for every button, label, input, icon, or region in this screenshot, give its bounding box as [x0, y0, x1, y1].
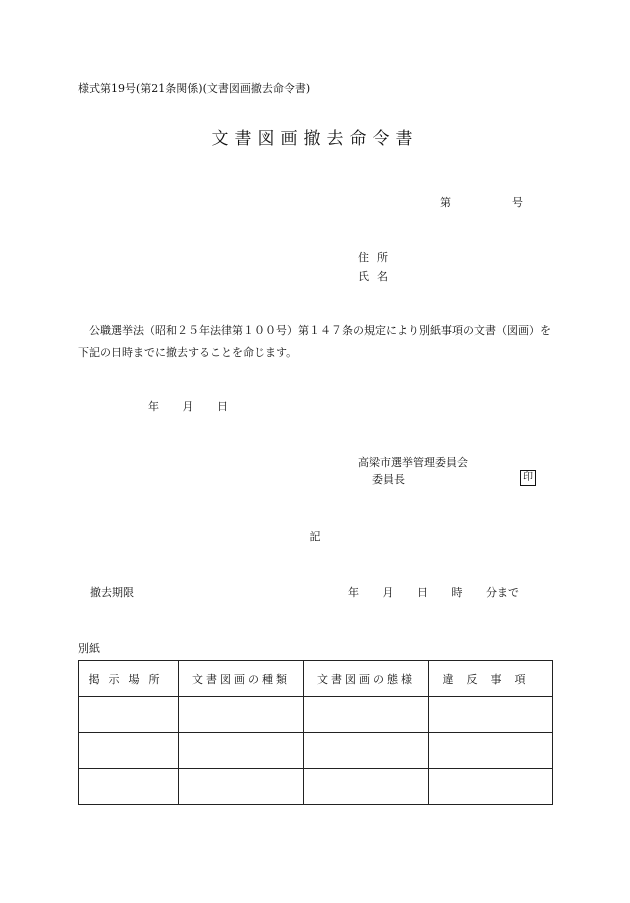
header-violation: 違反事項 [429, 661, 553, 697]
table-cell [79, 769, 179, 805]
issuer-chair-label: 委員長 [372, 473, 405, 486]
table-cell [179, 733, 304, 769]
attachment-table [78, 660, 553, 805]
header-posting-location: 掲示場所 [79, 661, 179, 697]
table-cell [429, 769, 553, 805]
table-cell [429, 733, 553, 769]
address-label: 住所 [358, 251, 396, 264]
table-cell [304, 733, 429, 769]
document-number-prefix: 第 [440, 196, 451, 209]
table-cell [179, 769, 304, 805]
table-row [79, 733, 553, 769]
header-document-form: 文書図画の態様 [304, 661, 429, 697]
header-document-type: 文書図画の種類 [179, 661, 304, 697]
form-reference: 様式第19号(第21条関係)(文書図画撤去命令書) [78, 82, 311, 95]
document-title: 文書図画撤去命令書 [211, 129, 419, 149]
table-row [79, 769, 553, 805]
seal-mark: 印 [520, 470, 536, 486]
document-number-suffix: 号 [512, 196, 523, 209]
deadline-units: 年 月 日 時 分まで [348, 586, 519, 599]
issue-date-line: 年 月 日 [148, 400, 228, 413]
table-row [79, 697, 553, 733]
table-header-row [79, 661, 553, 697]
deadline-label: 撤去期限 [90, 586, 134, 599]
table-cell [304, 769, 429, 805]
table-cell [429, 697, 553, 733]
table-cell [79, 697, 179, 733]
attachment-label: 別紙 [78, 642, 100, 655]
order-body-text: 公職選挙法（昭和２５年法律第１００号）第１４７条の規定により別紙事項の文書（図画）を下記の日時までに撤去することを命じます。 [78, 324, 551, 359]
table-cell [304, 697, 429, 733]
table-cell [79, 733, 179, 769]
ki-heading: 記 [309, 530, 321, 543]
name-label: 氏名 [358, 270, 396, 283]
table-cell [179, 697, 304, 733]
issuer-committee: 高梁市選挙管理委員会 [358, 456, 468, 469]
